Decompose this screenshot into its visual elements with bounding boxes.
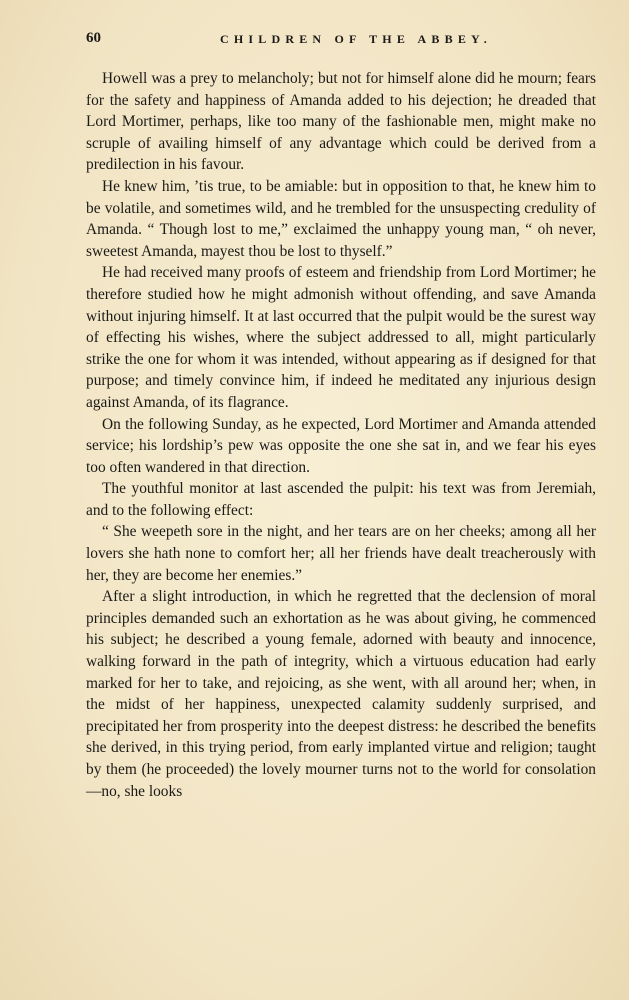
running-title: CHILDREN OF THE ABBEY. — [220, 32, 492, 46]
book-page — [86, 30, 596, 802]
running-header — [86, 30, 596, 54]
paragraph-knew-him: He knew him, ’tis true, to be amiable: but in opposition to that, he knew him to be volatile, and sometimes wild, and he trembled for the unsuspecting credulity of Amanda. “ Though lost to me,” exclaimed the unhappy young man, “ oh never, sweetest Amanda, mayest thou be lost to thyself.” — [86, 177, 596, 260]
paragraph-youthful-monitor: The youthful monitor at last ascended the pulpit: his text was from Jeremiah, and to the following effect: — [86, 480, 596, 519]
page-number: 60 — [86, 30, 101, 46]
paragraph-scripture-quote: “ She weepeth sore in the night, and her tears are on her cheeks; among all her lovers she hath none to comfort her; all her friends have dealt treacherously with her, they are become her enemies.” — [86, 523, 596, 584]
paragraph-proofs-of-esteem: He had received many proofs of esteem and friendship from Lord Mortimer; he therefore studied how he might admonish without offending, and save Amanda without injuring himself. It at last occurred that the pulpit would be the surest way of effecting his wishes, where the subject addressed to all, might particularly strike the one for whom it was intended, without appearing as if designed for that purpose; and timely convince him, if indeed he meditated any injurious design against Amanda, of its flagrance. — [86, 264, 596, 411]
paragraph-following-sunday: On the following Sunday, as he expected, Lord Mortimer and Amanda attended service; his lordship’s pew was opposite the one she sat in, and we fear his eyes too often wandered in that direction. — [86, 415, 596, 476]
body-text — [86, 68, 596, 802]
paragraph-howell-melancholy: Howell was a prey to melancholy; but not for himself alone did he mourn; fears for the safety and happiness of Amanda added to his dejection; he dreaded that Lord Mortimer, perhaps, like too many of the fashionable men, might make no scruple of availing himself of any advantage which could be derived from a predilection in his favour. — [86, 70, 596, 174]
paragraph-sermon-description: After a slight introduction, in which he regretted that the declension of moral principles demanded such an exhortation as he was about giving, he commenced his subject; he described a young female, adorned with beauty and innocence, walking forward in the path of integrity, which a virtuous education had early marked for her to take, and rejoicing, as she went, with all around her; when, in the midst of her happiness, unexpected calamity suddenly surprised, and precipitated her from prosperity into the deepest distress: he described the benefits she derived, in this trying period, from early implanted virtue and religion; taught by them (he proceeded) the lovely mourner turns not to the world for consolation—no, she looks — [86, 588, 596, 800]
